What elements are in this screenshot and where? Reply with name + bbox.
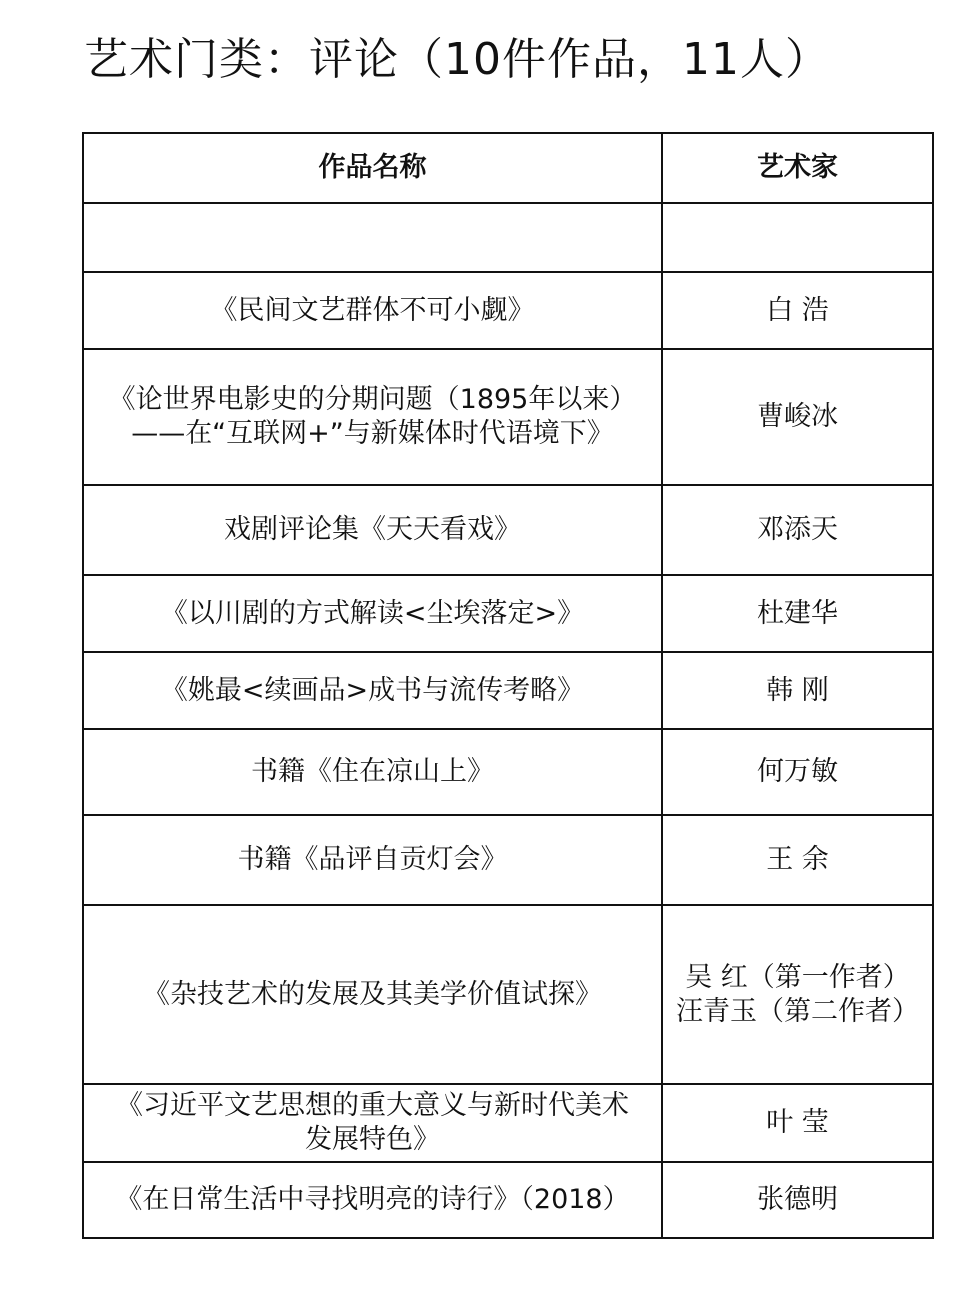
column-header-artist: 艺术家: [662, 133, 933, 203]
table-row: [83, 652, 933, 729]
work-cell: [83, 729, 662, 815]
work-title: 《以川剧的方式解读<尘埃落定>》: [160, 597, 585, 629]
work-title: 《姚最<续画品>成书与流传考略》: [160, 674, 585, 706]
artist-name: 张德明: [757, 1184, 838, 1215]
column-header-work: 作品名称: [83, 133, 662, 203]
artist-cell: [662, 1162, 933, 1238]
artist-cell: [662, 575, 933, 652]
artist-name: 曹峻冰: [757, 401, 838, 432]
table-row: [83, 1162, 933, 1238]
table-row: [83, 203, 933, 272]
work-cell: [83, 905, 662, 1084]
table-header-row: [83, 133, 933, 203]
work-cell: [83, 575, 662, 652]
artist-name: 王 余: [766, 844, 829, 875]
artist-name: 吴 红（第一作者）: [685, 961, 910, 993]
work-cell: [83, 272, 662, 349]
work-cell: [83, 1084, 662, 1162]
page-title: 艺术门类：评论（10件作品，11人）: [84, 34, 830, 85]
works-table: [82, 132, 934, 1239]
artist-name: 杜建华: [757, 597, 838, 629]
table-row: [83, 272, 933, 349]
artist-name: 汪青玉（第二作者）: [676, 995, 919, 1027]
table-row: [83, 485, 933, 575]
artist-name: 何万敏: [757, 756, 838, 787]
work-cell: [83, 1162, 662, 1238]
artist-name: 邓添天: [757, 514, 838, 545]
work-title: 《在日常生活中寻找明亮的诗行》（2018）: [115, 1184, 630, 1215]
work-subtitle: ——在“互联网+”与新媒体时代语境下》: [131, 418, 614, 449]
table-row: [83, 575, 933, 652]
artist-cell: [662, 815, 933, 905]
work-cell: [83, 349, 662, 485]
artist-cell: [662, 652, 933, 729]
artist-cell: [662, 485, 933, 575]
table-row: [83, 1084, 933, 1162]
artist-cell: [662, 905, 933, 1084]
work-cell: [83, 652, 662, 729]
artist-cell: [662, 729, 933, 815]
work-title: 《论世界电影史的分期问题（1895年以来）: [108, 384, 637, 415]
work-title: 戏剧评论集《天天看戏》: [224, 514, 521, 545]
work-title: 书籍《品评自贡灯会》: [237, 844, 508, 875]
work-title: 书籍《住在凉山上》: [251, 756, 494, 787]
artist-cell: [662, 272, 933, 349]
work-title-continuation: 发展特色》: [305, 1124, 440, 1155]
table-row: [83, 815, 933, 905]
work-title: 《民间文艺群体不可小觑》: [210, 294, 535, 326]
table-row: [83, 905, 933, 1084]
work-cell: [83, 485, 662, 575]
work-title: 《习近平文艺思想的重大意义与新时代美术: [116, 1090, 629, 1121]
table-row: [83, 729, 933, 815]
work-title: 《杂技艺术的发展及其美学价值试探》: [143, 978, 602, 1010]
artist-name: 韩 刚: [766, 674, 829, 706]
artist-name: 叶 莹: [766, 1107, 829, 1138]
work-cell: [83, 815, 662, 905]
artist-cell: [662, 349, 933, 485]
artist-cell: [662, 1084, 933, 1162]
work-cell: [83, 203, 662, 272]
artist-name: 白 浩: [766, 294, 829, 326]
table-row: [83, 349, 933, 485]
artist-cell: [662, 203, 933, 272]
